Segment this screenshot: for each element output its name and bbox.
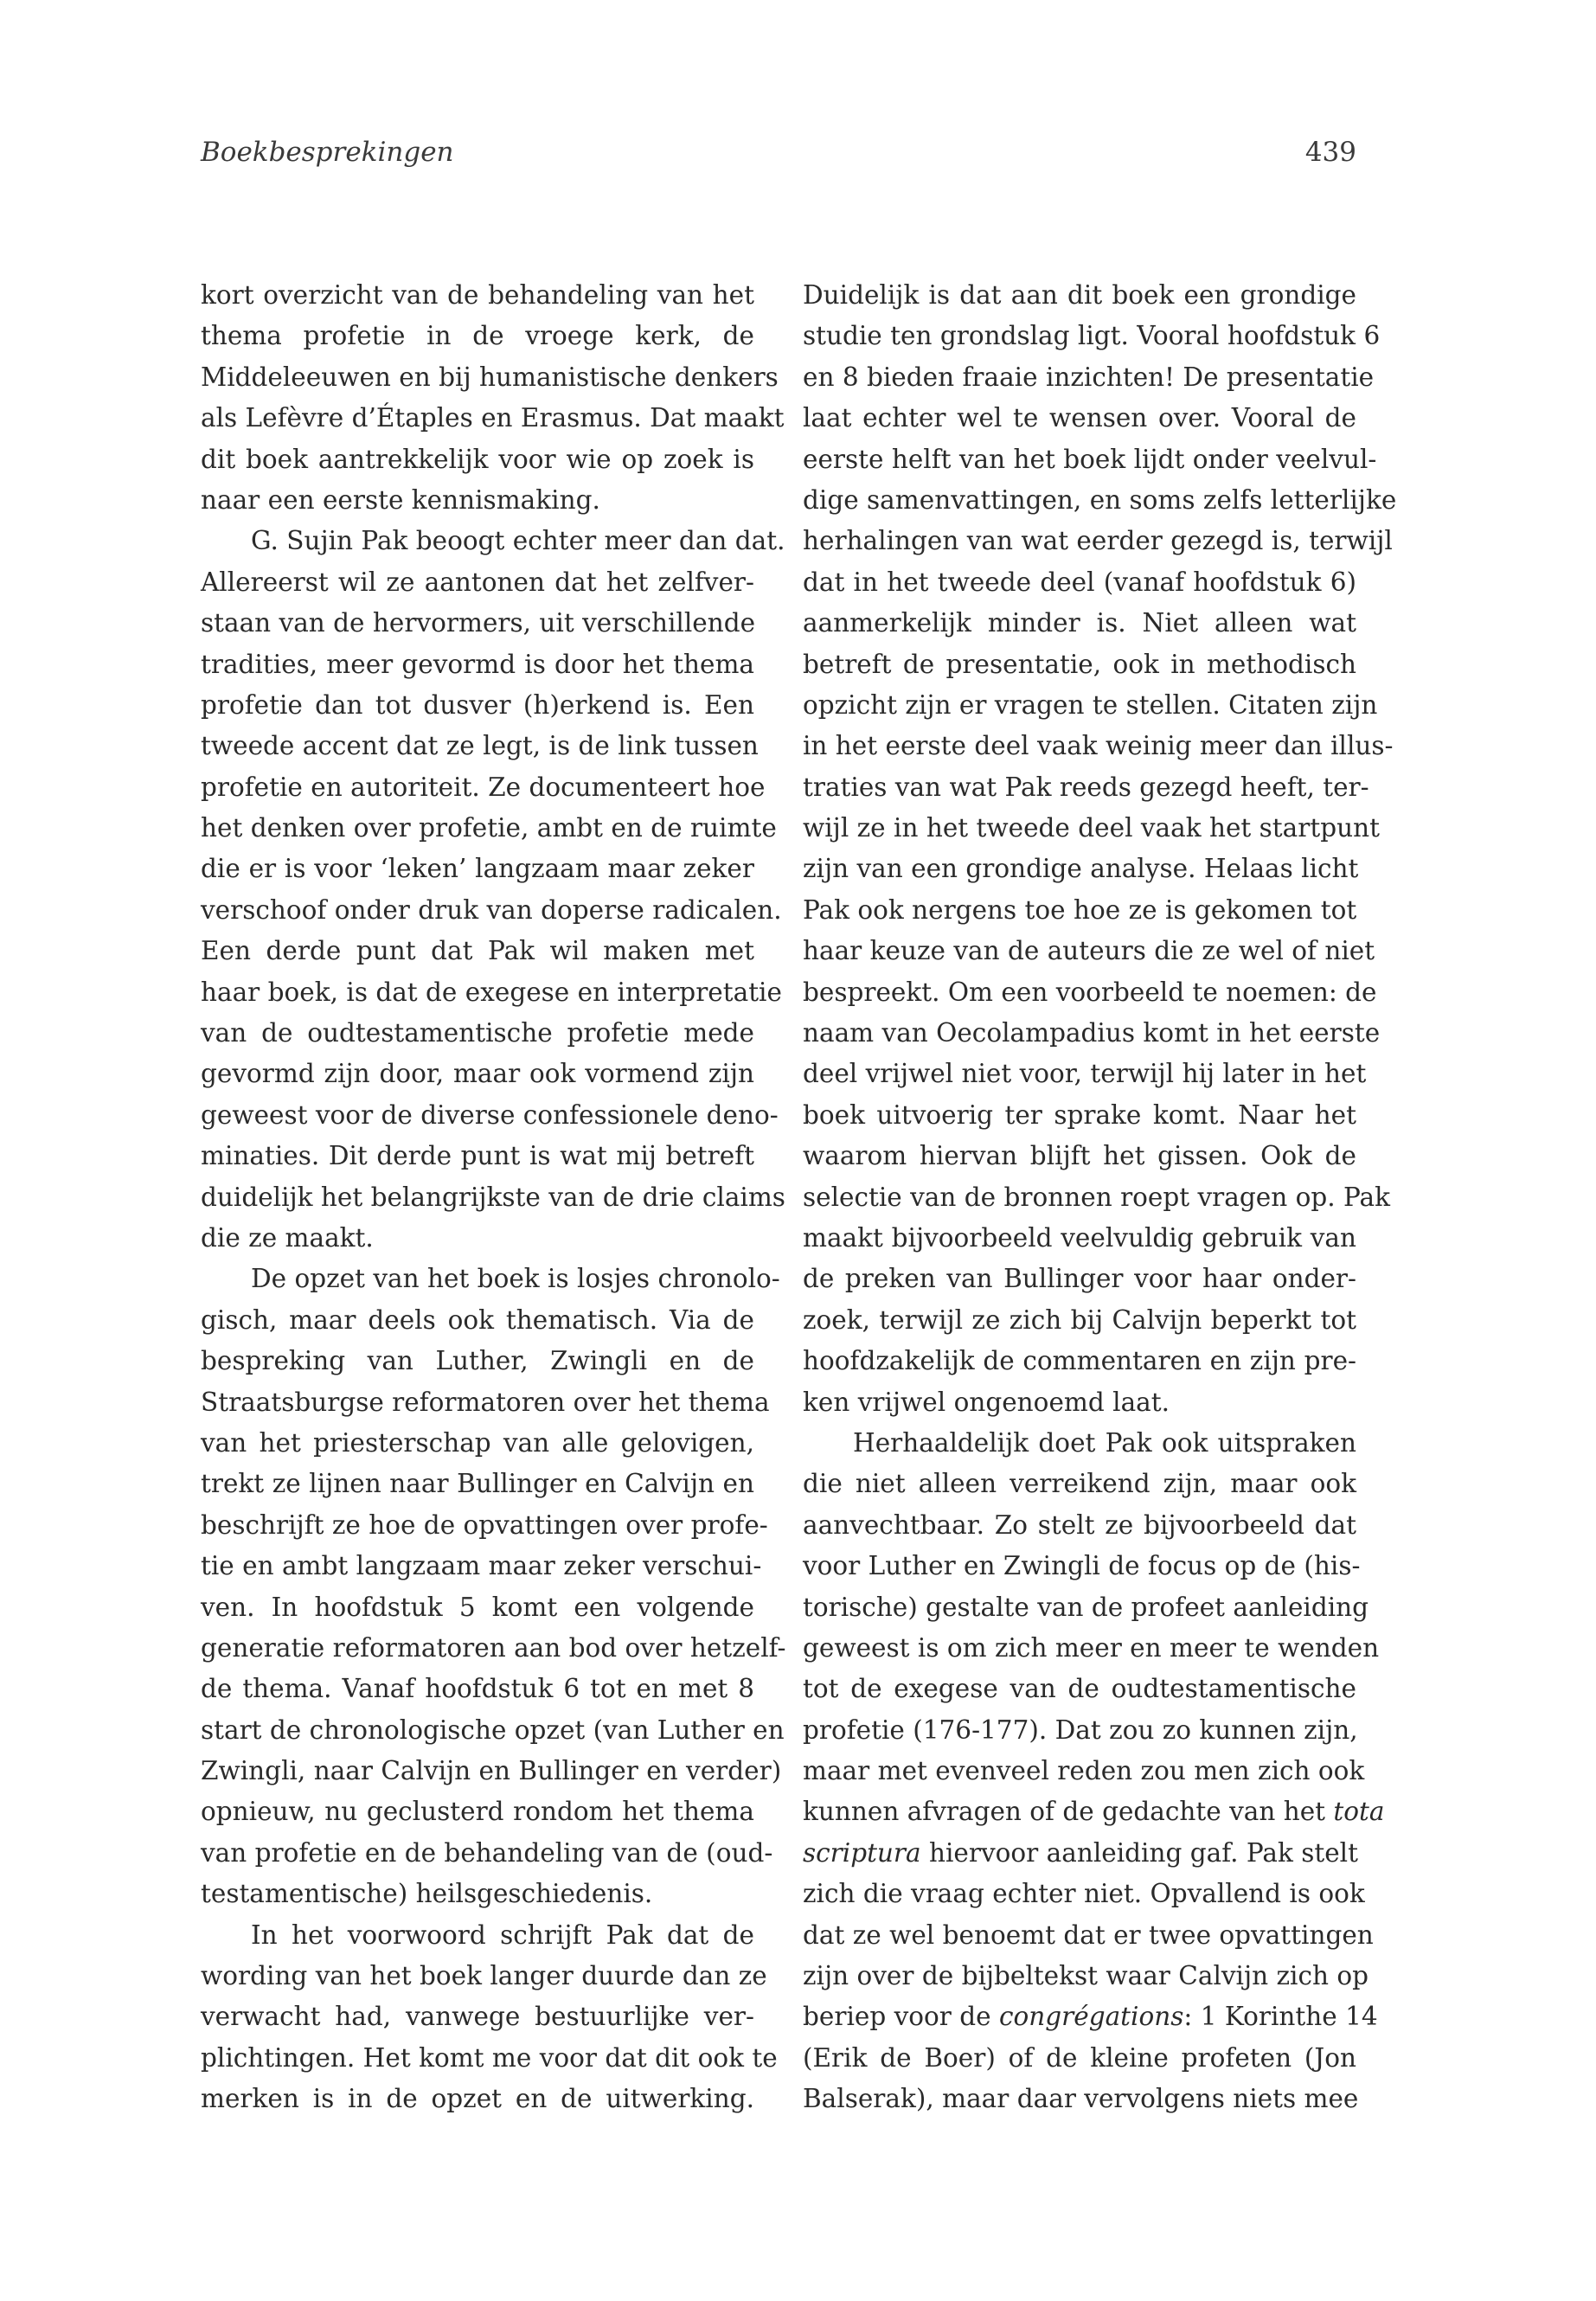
text-run: Duidelijk is dat aan dit boek een grondige [803, 280, 1356, 310]
text-run: merken is in de opzet en de uitwerking. [201, 2084, 754, 2114]
text-line [803, 726, 1394, 766]
page-number: 439 [1304, 137, 1356, 168]
text-run: verschoof onder druk van doperse radicalen. [201, 894, 782, 925]
text-line [803, 275, 1356, 316]
text-run: laat echter wel te wensen over. Vooral de [803, 403, 1356, 433]
text-run: van de oudtestamentische profetie mede [201, 1018, 754, 1048]
text-run: aanmerkelijk minder is. Niet alleen wat [803, 608, 1356, 638]
text-run: de preken van Bullinger voor haar onder- [803, 1264, 1356, 1294]
text-run: verwacht had, vanwege bestuurlijke ver- [201, 2002, 754, 2032]
text-run: eerste helft van het boek lijdt onder veelvul- [803, 444, 1377, 474]
text-line [201, 1382, 770, 1423]
text-run: wording van het boek langer duurde dan ze [201, 1961, 767, 1991]
text-run: boek uitvoerig ter sprake komt. Naar het [803, 1099, 1356, 1130]
text-run: geweest is om zich meer en meer te wenden [803, 1632, 1380, 1663]
text-run: van profetie en de behandeling van de (oud- [201, 1837, 773, 1868]
text-line [201, 931, 754, 971]
text-line [803, 1833, 1356, 1874]
text-run: De opzet van het boek is losjes chronolo- [251, 1264, 780, 1294]
text-run: Een derde punt dat Pak wil maken met [201, 936, 754, 966]
text-line [201, 1669, 754, 1709]
text-run: staan van de hervormers, uit verschillende [201, 608, 756, 638]
text-line [201, 1013, 754, 1054]
text-line [803, 398, 1356, 439]
text-line [201, 644, 754, 685]
italic-term: tota [1333, 1797, 1385, 1827]
text-run: ken vrijwel ongenoemd laat. [803, 1387, 1170, 1417]
text-run: gisch, maar deels ook thematisch. Via de [201, 1304, 754, 1335]
text-run: duidelijk het belangrijkste van de drie claims [201, 1182, 785, 1212]
text-line [803, 1136, 1356, 1176]
text-run: haar boek, is dat de exegese en interpretatie [201, 977, 782, 1007]
text-line [803, 1505, 1356, 1546]
text-line [201, 398, 785, 439]
left-text-column [201, 275, 786, 2120]
text-run: bespreekt. Om een voorbeeld te noemen: de [803, 977, 1377, 1007]
text-line [803, 1013, 1381, 1054]
text-line [201, 849, 754, 889]
text-run: haar keuze van de auteurs die ze wel of niet [803, 936, 1375, 966]
text-line [803, 1587, 1369, 1628]
text-run: het denken over profetie, ambt en de ruimte [201, 813, 777, 843]
text-run: geweest voor de diverse confessionele deno- [201, 1099, 779, 1130]
text-line [201, 521, 785, 561]
text-run: Pak ook nergens toe hoe ze is gekomen tot [803, 894, 1357, 925]
text-line [201, 1915, 754, 1956]
text-run: dat ze wel benoemt dat er twee opvattingen [803, 1920, 1374, 1950]
text-line [803, 767, 1369, 808]
text-line [803, 2038, 1356, 2079]
text-run: hiervoor aanleiding gaf. Pak stelt [920, 1837, 1358, 1868]
text-line [803, 1464, 1356, 1504]
text-line [201, 275, 754, 316]
text-run: tradities, meer gevormd is door het thema [201, 649, 754, 679]
text-run: plichtingen. Het komt me voor dat dit ook te [201, 2042, 778, 2073]
text-run: Zwingli, naar Calvijn en Bullinger en verder) [201, 1756, 782, 1786]
text-line [201, 808, 777, 849]
text-run: Herhaaldelijk doet Pak ook uitspraken [853, 1427, 1356, 1458]
text-line [201, 1259, 780, 1299]
text-run: traties van wat Pak reeds gezegd heeft, ter- [803, 772, 1369, 802]
text-run: Allereerst wil ze aantonen dat het zelfver- [201, 567, 754, 597]
text-run: zijn van een grondige analyse. Helaas licht [803, 854, 1359, 884]
text-line [201, 890, 782, 931]
text-line [803, 1300, 1356, 1341]
text-line [803, 1259, 1356, 1299]
text-run: beriep voor de [803, 2002, 999, 2032]
text-line [201, 562, 754, 603]
text-run: hoofdzakelijk de commentaren en zijn pre- [803, 1346, 1356, 1376]
text-run: trekt ze lijnen naar Bullinger en Calvijn en [201, 1469, 754, 1499]
text-line [201, 1177, 785, 1218]
running-title: Boekbesprekingen [201, 137, 454, 168]
text-line [803, 972, 1377, 1013]
text-run: profetie en autoriteit. Ze documenteert hoe [201, 772, 766, 802]
text-line [803, 1382, 1356, 1423]
text-run: minaties. Dit derde punt is wat mij betreft [201, 1141, 754, 1171]
text-line [803, 1669, 1356, 1709]
text-line [803, 1956, 1369, 1997]
text-line [201, 767, 766, 808]
text-line [201, 1628, 786, 1669]
text-line [201, 357, 779, 398]
text-run: wijl ze in het tweede deel vaak het startpunt [803, 813, 1380, 843]
text-line [803, 562, 1356, 603]
text-line [803, 890, 1356, 931]
text-run: beschrijft ze hoe de opvattingen over profe- [201, 1509, 768, 1540]
text-run: selectie van de bronnen roept vragen op. Pak [803, 1182, 1390, 1212]
text-run: generatie reformatoren aan bod over hetzelf- [201, 1632, 786, 1663]
text-run: studie ten grondslag ligt. Vooral hoofdstuk 6 [803, 321, 1381, 351]
text-run: dit boek aantrekkelijk voor wie op zoek is [201, 444, 754, 474]
text-line [201, 1464, 754, 1504]
text-run: gevormd zijn door, maar ook vormend zijn [201, 1059, 754, 1089]
text-line [201, 1218, 754, 1259]
text-run: : 1 Korinthe 14 [1183, 2002, 1378, 2032]
text-line [803, 1218, 1356, 1259]
text-run: Middeleeuwen en bij humanistische denkers [201, 362, 779, 392]
text-line [201, 1956, 767, 1997]
text-run: die niet alleen verreikend zijn, maar ook [803, 1469, 1356, 1499]
text-run: aanvechtbaar. Zo stelt ze bijvoorbeeld dat [803, 1509, 1356, 1540]
text-line [803, 439, 1377, 480]
text-line [803, 1791, 1385, 1832]
text-run: start de chronologische opzet (van Luther en [201, 1715, 785, 1745]
text-line [201, 1136, 754, 1176]
italic-term: scriptura [803, 1837, 921, 1868]
text-run: naam van Oecolampadius komt in het eerste [803, 1018, 1381, 1048]
text-line [803, 2079, 1359, 2119]
right-text-column [803, 275, 1397, 2120]
text-line [803, 685, 1378, 726]
text-line [201, 1751, 782, 1791]
text-line [803, 931, 1375, 971]
text-run: ven. In hoofdstuk 5 komt een volgende [201, 1592, 754, 1622]
text-run: en 8 bieden fraaie inzichten! De presentatie [803, 362, 1375, 392]
text-run: als Lefèvre d’Étaples en Erasmus. Dat maakt [201, 403, 785, 433]
text-run: zijn over de bijbeltekst waar Calvijn zich op [803, 1961, 1369, 1991]
text-line [803, 1341, 1356, 1381]
text-run: dige samenvattingen, en soms zelfs letterlijke [803, 484, 1397, 515]
text-line [803, 316, 1381, 356]
text-line [201, 685, 754, 726]
text-run: opnieuw, nu geclusterd rondom het thema [201, 1797, 754, 1827]
text-run: in het eerste deel vaak weinig meer dan illus- [803, 731, 1394, 761]
text-line [201, 726, 759, 766]
text-run: Balserak), maar daar vervolgens niets mee [803, 2084, 1359, 2114]
text-run: waarom hiervan blijft het gissen. Ook de [803, 1141, 1356, 1171]
text-run: dat in het tweede deel (vanaf hoofdstuk 6) [803, 567, 1356, 597]
text-run: tie en ambt langzaam maar zeker verschui- [201, 1551, 762, 1581]
text-run: zoek, terwijl ze zich bij Calvijn beperkt tot [803, 1304, 1356, 1335]
text-run: van het priesterschap van alle gelovigen, [201, 1427, 754, 1458]
text-run: maar met evenveel reden zou men zich ook [803, 1756, 1365, 1786]
text-line [201, 316, 754, 356]
text-run: deel vrijwel niet voor, terwijl hij later in het [803, 1059, 1367, 1089]
text-run: In het voorwoord schrijft Pak dat de [251, 1920, 754, 1950]
text-line [201, 439, 754, 480]
text-line [803, 1751, 1365, 1791]
text-line [201, 1505, 768, 1546]
text-run: zich die vraag echter niet. Opvallend is ook [803, 1879, 1365, 1909]
text-line [201, 1095, 779, 1136]
text-line [201, 1423, 754, 1464]
text-line [201, 1874, 754, 1914]
text-run: bespreking van Luther, Zwingli en de [201, 1346, 754, 1376]
text-run: die ze maakt. [201, 1222, 374, 1253]
text-run: profetie (176-177). Dat zou zo kunnen zijn, [803, 1715, 1358, 1745]
text-line [803, 357, 1375, 398]
text-line [803, 849, 1359, 889]
text-run: Straatsburgse reformatoren over het thema [201, 1387, 770, 1417]
text-run: maakt bijvoorbeeld veelvuldig gebruik van [803, 1222, 1356, 1253]
text-line [803, 521, 1393, 561]
text-run: die er is voor ‘leken’ langzaam maar zeker [201, 854, 754, 884]
text-run: torische) gestalte van de profeet aanleiding [803, 1592, 1369, 1622]
text-line [201, 1587, 754, 1628]
text-run: kort overzicht van de behandeling van het [201, 280, 754, 310]
text-line [803, 1095, 1356, 1136]
text-line [803, 1997, 1378, 2037]
text-line [201, 1833, 773, 1874]
text-run: G. Sujin Pak beoogt echter meer dan dat. [251, 526, 785, 556]
text-line [201, 2038, 778, 2079]
text-line [803, 808, 1380, 849]
text-line [803, 1628, 1380, 1669]
text-line [201, 480, 754, 521]
text-line [803, 1874, 1365, 1914]
text-line [803, 1423, 1356, 1464]
text-line [803, 644, 1356, 685]
text-line [201, 1710, 785, 1751]
text-line [803, 1054, 1367, 1094]
text-line [201, 972, 782, 1013]
text-run: tot de exegese van de oudtestamentische [803, 1674, 1356, 1704]
text-line [201, 2079, 754, 2119]
text-run: de thema. Vanaf hoofdstuk 6 tot en met 8 [201, 1674, 754, 1704]
text-line [201, 1300, 754, 1341]
text-run: thema profetie in de vroege kerk, de [201, 321, 754, 351]
text-run: tweede accent dat ze legt, is de link tussen [201, 731, 759, 761]
text-line [201, 1997, 754, 2037]
text-line [201, 1546, 762, 1586]
text-run: opzicht zijn er vragen te stellen. Citaten zijn [803, 689, 1378, 720]
text-run: betreft de presentatie, ook in methodisch [803, 649, 1356, 679]
text-line [201, 603, 754, 644]
text-run: kunnen afvragen of de gedachte van het [803, 1797, 1334, 1827]
text-line [803, 1546, 1361, 1586]
text-run: profetie dan tot dusver (h)erkend is. Een [201, 689, 754, 720]
text-run: herhalingen van wat eerder gezegd is, terwijl [803, 526, 1393, 556]
text-run: (Erik de Boer) of de kleine profeten (Jon [803, 2042, 1356, 2073]
text-line [803, 603, 1356, 644]
text-run: testamentische) heilsgeschiedenis. [201, 1879, 653, 1909]
text-line [201, 1054, 754, 1094]
text-line [803, 1710, 1356, 1751]
text-line [803, 1177, 1390, 1218]
text-run: voor Luther en Zwingli de focus op de (his- [803, 1551, 1361, 1581]
text-line [201, 1341, 754, 1381]
italic-term: congrégations [998, 2002, 1184, 2032]
text-line [803, 480, 1397, 521]
text-line [201, 1791, 754, 1832]
text-run: naar een eerste kennismaking. [201, 484, 600, 515]
text-line [803, 1915, 1374, 1956]
